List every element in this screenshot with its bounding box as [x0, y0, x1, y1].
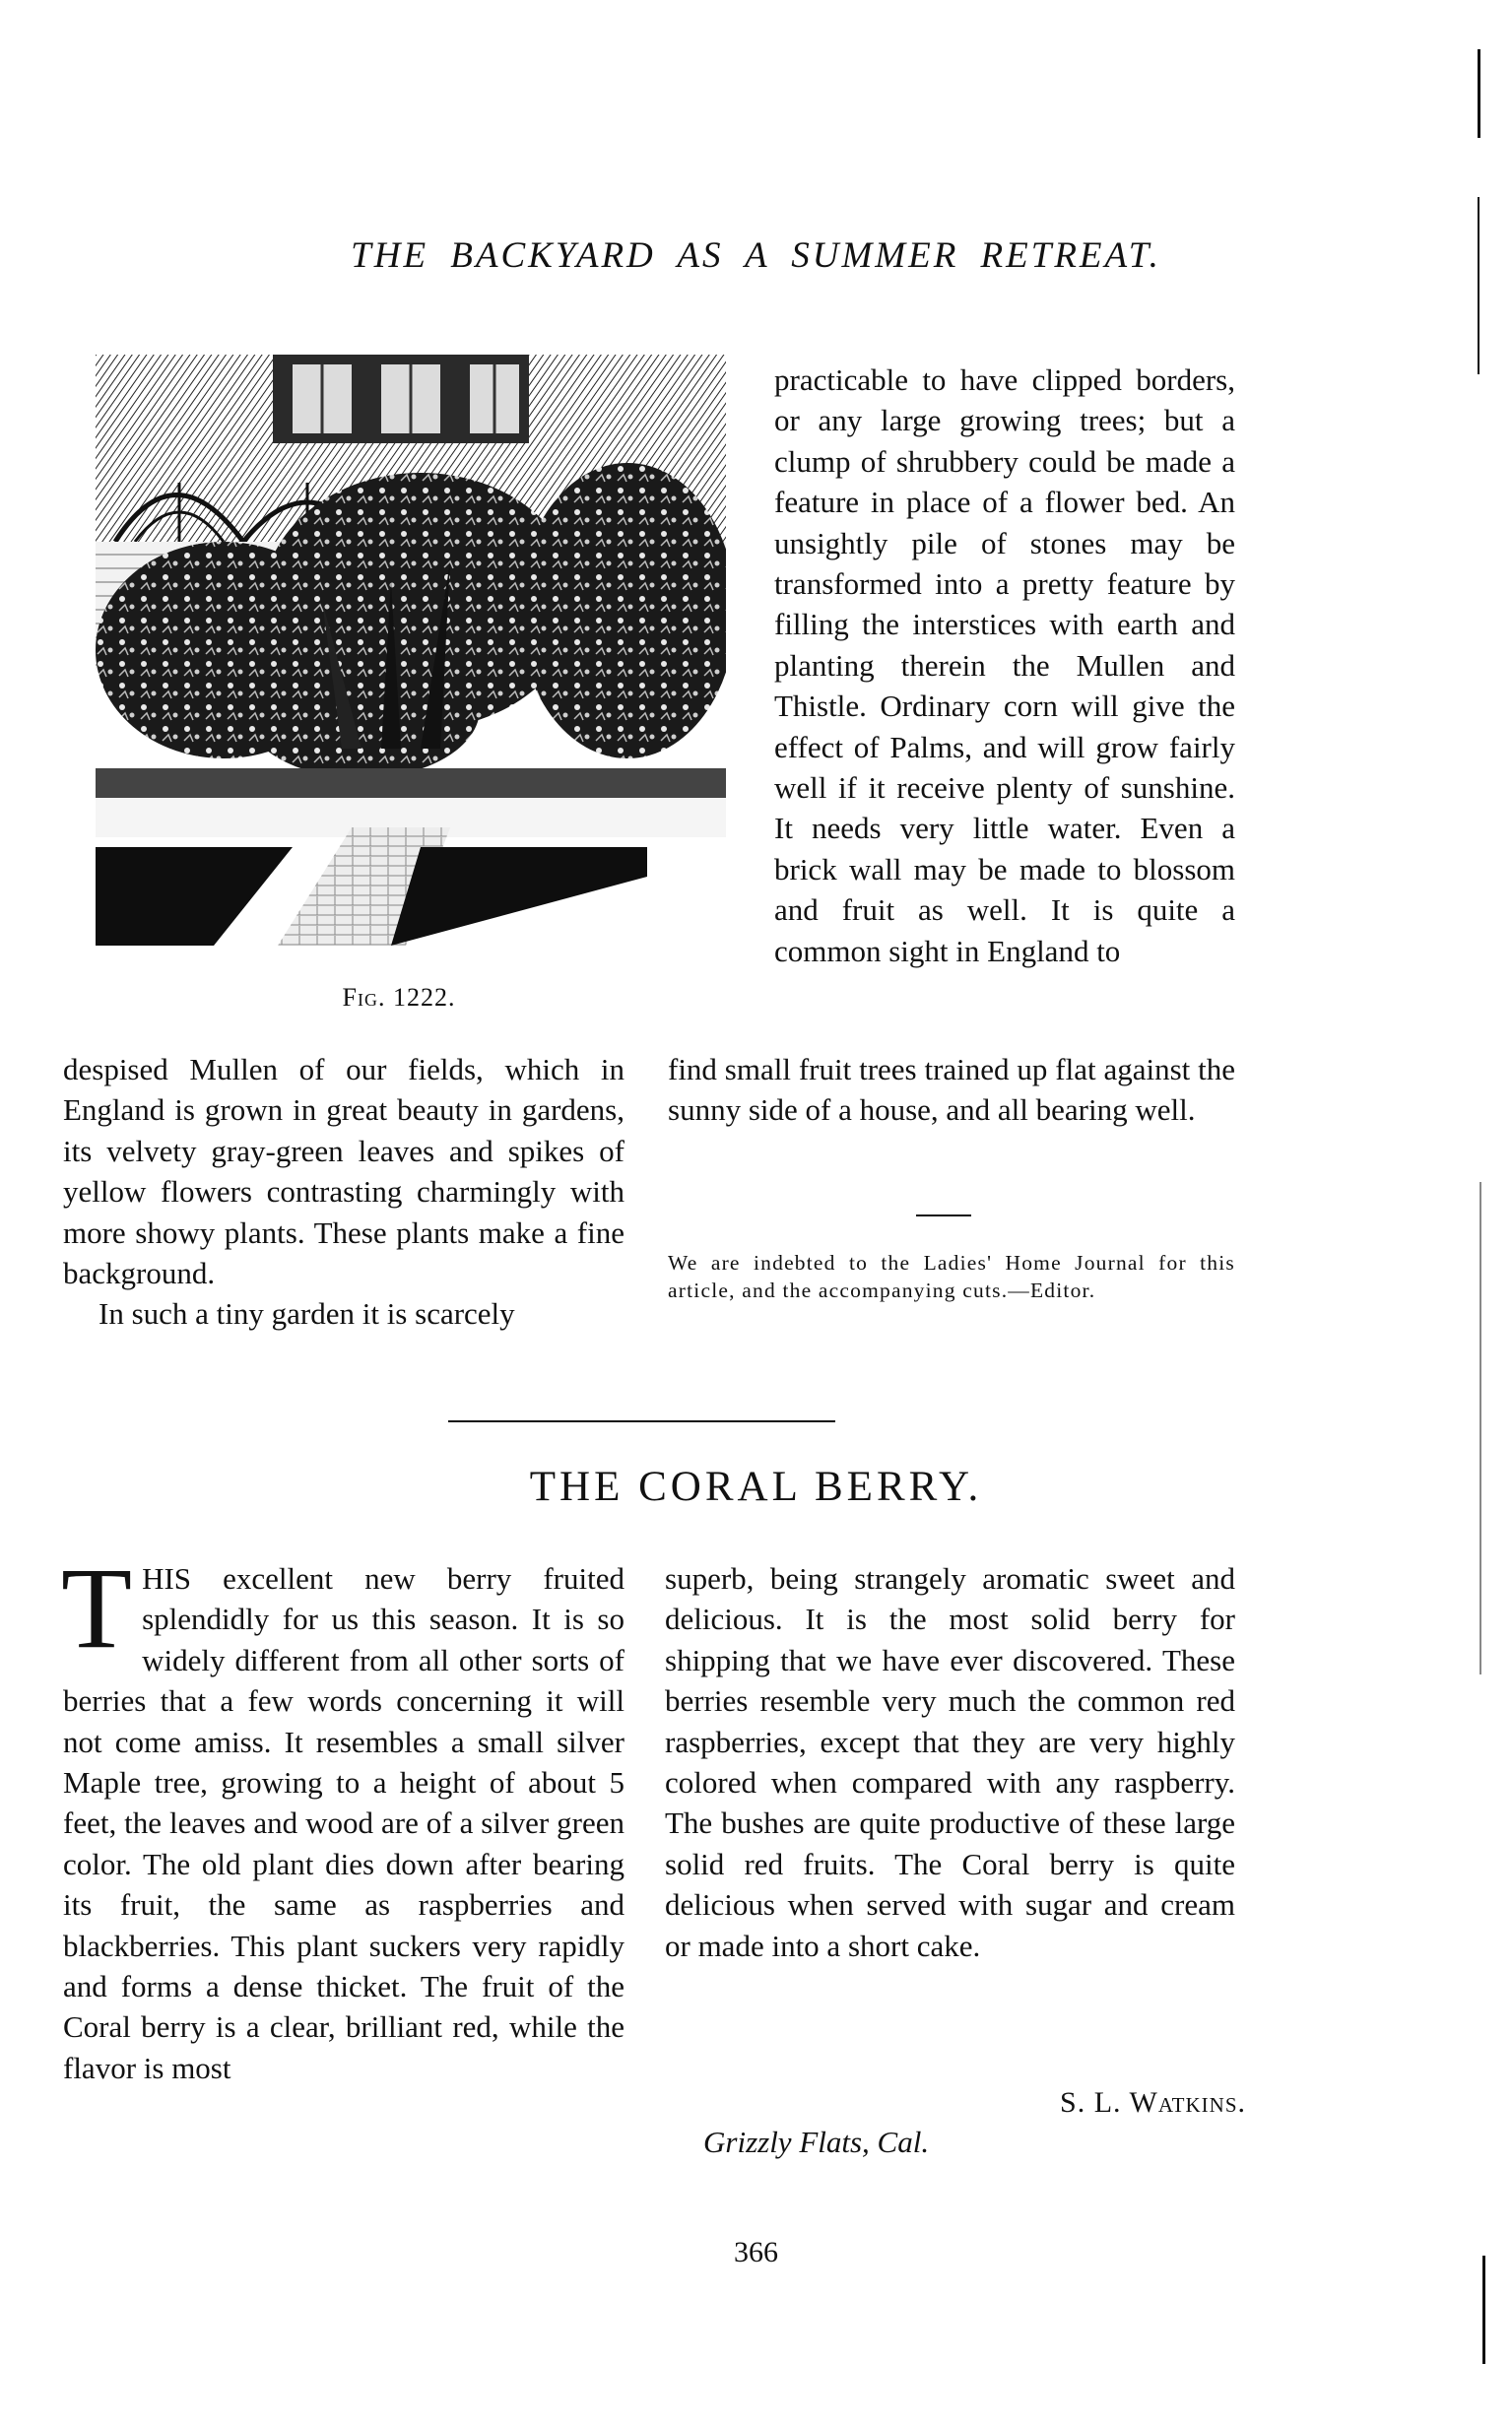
article2-column-left: [61, 1543, 625, 2088]
scan-edge-mark: [1479, 1182, 1481, 1674]
article1-paragraph-left-2: In such a tiny garden it is scarcely: [99, 1296, 515, 1332]
article1-paragraph-right-top: practicable to have clipped borders, or any large growing trees; but a clump of shrubbery could be made a feature in place of a flower bed. An unsightly pile of stones may be transformed into a pretty feature by filling the interstices with earth and planting therein the Mullen and Thistle. Ordinary corn will give the effect of Palms, and will grow fairly well if it receive plenty of sunshine. It needs very little water. Even a brick wall may be made to blossom and fruit as well. It is quite a common sight in England to: [774, 362, 1235, 968]
drop-cap: T: [61, 1543, 133, 1673]
article2-left-text: HIS excellent new berry fruited splendidly for us this season. It is so widely different from all other sorts of berries that a few words concerning it will not come amiss. It resembles a small silver Maple tree, growing to a height of about 5 feet, the leaves and wood are of a silver green color. The old plant dies down after bearing its fruit, the same as raspberries and blackberries. This plant suckers very rapidly and forms a dense thicket. The fruit of the Coral berry is a clear, brilliant red, while the flavor is most: [63, 1561, 625, 2085]
article1-column-left: [63, 1049, 625, 1335]
running-head: THE BACKYARD AS A SUMMER RETREAT.: [351, 235, 1161, 276]
scan-edge-mark: [1478, 49, 1480, 138]
garden-illustration: [96, 355, 726, 973]
article1-column-right-top: [774, 360, 1235, 971]
short-divider-rule: [916, 1214, 971, 1216]
garden-engraving-image: [96, 355, 726, 973]
article2-paragraph-right: superb, being strangely aromatic sweet and delicious. It is the most solid berry for shipping that we have ever discovered. These berries resemble very much the common red raspberries, except that they are very highly colored when compared with any raspberry. The bushes are quite productive of these large solid red fruits. The Coral berry is quite delicious when served with sugar and cream or made into a short cake.: [665, 1561, 1235, 1963]
article1-column-right-continued: [668, 1049, 1235, 1131]
scan-edge-mark: [1478, 197, 1479, 374]
scan-edge-mark: [1482, 2256, 1485, 2364]
author-location: Grizzly Flats, Cal.: [703, 2125, 930, 2159]
article-separator-rule: [448, 1420, 835, 1422]
article1-paragraph-left-1: despised Mullen of our fields, which in England is grown in great beauty in gardens, its velvety gray-green leaves and spikes of yellow flowers contrasting charmingly with more showy plants. These plants make a fine background.: [63, 1052, 625, 1291]
figure-caption: Fig. 1222.: [342, 983, 456, 1012]
editor-note: We are indebted to the Ladies' Home Journal for this article, and the accompanying cuts.—Editor.: [668, 1251, 1235, 1302]
author-signature: S. L. Watkins.: [1060, 2086, 1246, 2119]
article1-paragraph-right-continued: find small fruit trees trained up flat against the sunny side of a house, and all bearing well.: [668, 1052, 1235, 1128]
article2-paragraph-left: [61, 1543, 625, 2088]
article-title: THE CORAL BERRY.: [529, 1464, 983, 1510]
page-number: 366: [734, 2236, 778, 2268]
article2-column-right: [665, 1558, 1235, 1966]
